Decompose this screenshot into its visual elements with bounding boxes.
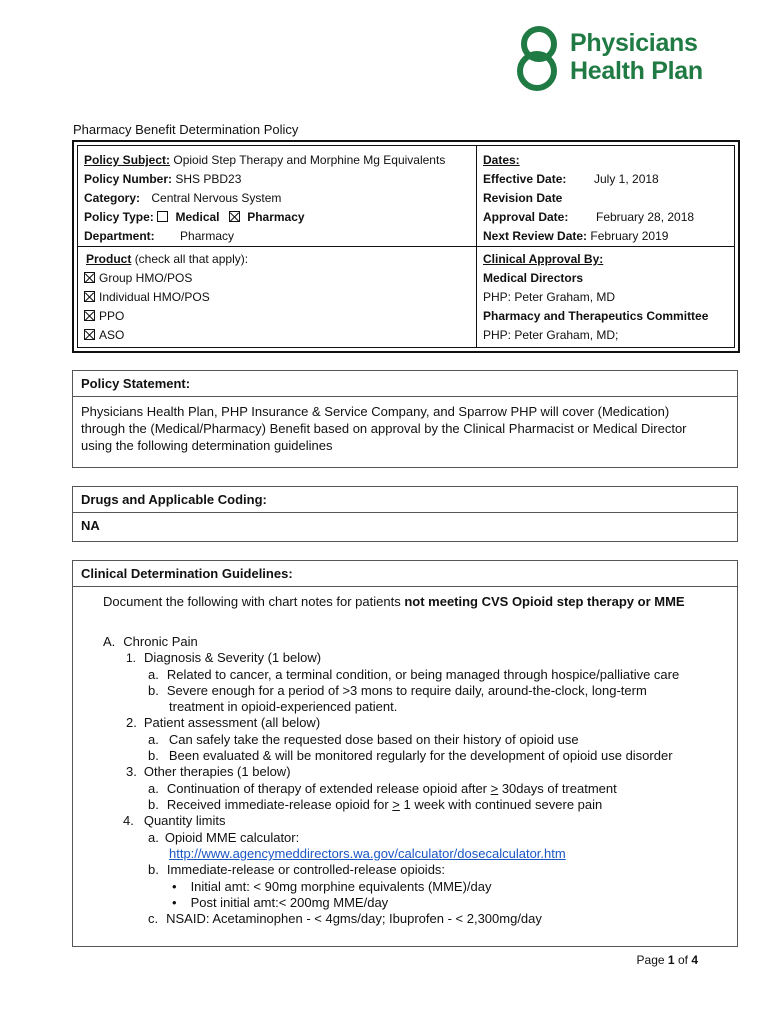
- product-item: PPO: [84, 308, 124, 324]
- logo-wordmark: [570, 29, 703, 85]
- policy-type-label: Policy Type:: [84, 210, 154, 224]
- policy-number-label: Policy Number:: [84, 172, 173, 186]
- logo-line-1: Physicians: [570, 29, 698, 57]
- mme-calculator-link[interactable]: http://www.agencymeddirectors.wa.gov/calculator/dosecalculator.htm: [169, 846, 566, 861]
- policy-type-pharmacy: Pharmacy: [247, 210, 305, 224]
- department-row: [84, 228, 234, 244]
- php-logo-icon: [512, 24, 570, 96]
- policy-type-medical: Medical: [175, 210, 220, 224]
- ppo-checkbox[interactable]: [84, 310, 95, 321]
- list-item: 3. Other therapies (1 below): [126, 764, 291, 779]
- product-item: Individual HMO/POS: [84, 289, 210, 305]
- approval-date-label: Approval Date:: [483, 210, 569, 224]
- bullet-item: • Post initial amt:< 200mg MME/day: [172, 895, 389, 910]
- policy-number-value: SHS PBD23: [175, 172, 242, 186]
- category-label: Category:: [84, 191, 141, 205]
- list-item: a. Related to cancer, a terminal condition, or being managed through hospice/palliative care: [148, 667, 680, 682]
- next-review-value: February 2019: [590, 229, 669, 243]
- pt-committee-value: PHP: Peter Graham, MD;: [483, 328, 619, 342]
- list-item: b. Received immediate-release opioid for > 1 week with continued severe pain: [148, 797, 603, 812]
- effective-date-label: Effective Date:: [483, 172, 567, 186]
- page-number: Page 1 of 4: [636, 953, 698, 967]
- medical-directors-value: PHP: Peter Graham, MD: [483, 290, 616, 304]
- list-item: a. Can safely take the requested dose based on their history of opioid use: [148, 732, 579, 747]
- clinical-guidelines-title: Clinical Determination Guidelines:: [73, 561, 737, 587]
- policy-number-row: [84, 171, 241, 187]
- policy-statement-section: [72, 370, 738, 468]
- group-hmo-checkbox[interactable]: [84, 272, 95, 283]
- list-item: 4. Quantity limits: [123, 813, 226, 828]
- list-item: a. Opioid MME calculator:: [148, 830, 300, 845]
- list-item: 2. Patient assessment (all below): [126, 715, 321, 730]
- policy-type-row: [84, 209, 305, 225]
- clinical-approval-label: Clinical Approval By:: [483, 252, 604, 266]
- list-item-continuation: treatment in opioid-experienced patient.: [169, 699, 398, 714]
- department-value: Pharmacy: [180, 229, 235, 243]
- list-item: b. Severe enough for a period of >3 mons to require daily, around-the-clock, long-term: [148, 683, 647, 698]
- policy-header-table: [72, 140, 740, 353]
- policy-statement-title: Policy Statement:: [73, 371, 737, 397]
- pt-committee-label: Pharmacy and Therapeutics Committee: [483, 309, 709, 323]
- product-label: Product: [86, 252, 132, 266]
- document-title: Pharmacy Benefit Determination Policy: [73, 122, 299, 137]
- chronic-pain-heading: A. Chronic Pain: [103, 634, 198, 649]
- category-value: Central Nervous System: [151, 191, 282, 205]
- aso-checkbox[interactable]: [84, 329, 95, 340]
- drugs-coding-title: Drugs and Applicable Coding:: [73, 487, 737, 513]
- effective-date-row: [483, 171, 659, 187]
- drugs-coding-section: [72, 486, 738, 542]
- individual-hmo-checkbox[interactable]: [84, 291, 95, 302]
- department-label: Department:: [84, 229, 155, 243]
- list-item: c. NSAID: Acetaminophen - < 4gms/day; Ibuprofen - < 2,300mg/day: [148, 911, 542, 926]
- dates-label: Dates:: [483, 153, 520, 167]
- policy-subject-label: Policy Subject:: [84, 153, 171, 167]
- logo-line-2: Health Plan: [570, 57, 703, 85]
- product-row: [86, 251, 248, 267]
- approval-date-value: February 28, 2018: [596, 210, 695, 224]
- list-item: b. Been evaluated & will be monitored regularly for the development of opioid use disorder: [148, 748, 673, 763]
- approval-date-row: [483, 209, 695, 225]
- next-review-row: [483, 228, 668, 244]
- drugs-coding-value: NA: [81, 518, 100, 533]
- policy-statement-body: Physicians Health Plan, PHP Insurance & Service Company, and Sparrow PHP will cover (Medication) through the (Medical/Pharmacy) Benefit based on approval by the Clinical Pharmacist or Medical Director using the following determination guidelines: [81, 404, 687, 453]
- medical-checkbox[interactable]: [157, 211, 168, 222]
- effective-date-value: July 1, 2018: [594, 172, 659, 186]
- list-item: b. Immediate-release or controlled-release opioids:: [148, 862, 446, 877]
- product-item: ASO: [84, 327, 124, 343]
- next-review-label: Next Review Date:: [483, 229, 588, 243]
- revision-date-label: Revision Date: [483, 191, 563, 205]
- category-row: [84, 190, 281, 206]
- medical-directors-label: Medical Directors: [483, 271, 584, 285]
- list-item: a. Continuation of therapy of extended release opioid after > 30days of treatment: [148, 781, 617, 796]
- product-item: Group HMO/POS: [84, 270, 192, 286]
- bullet-item: • Initial amt: < 90mg morphine equivalents (MME)/day: [172, 879, 492, 894]
- policy-subject-row: [84, 152, 445, 168]
- list-item: 1. Diagnosis & Severity (1 below): [126, 650, 322, 665]
- pharmacy-checkbox[interactable]: [229, 211, 240, 222]
- php-logo: [512, 24, 722, 96]
- clinical-intro: Document the following with chart notes for patients not meeting CVS Opioid step therapy or MME: [103, 594, 685, 609]
- policy-subject-value: Opioid Step Therapy and Morphine Mg Equivalents: [173, 153, 446, 167]
- product-hint: (check all that apply):: [134, 252, 249, 266]
